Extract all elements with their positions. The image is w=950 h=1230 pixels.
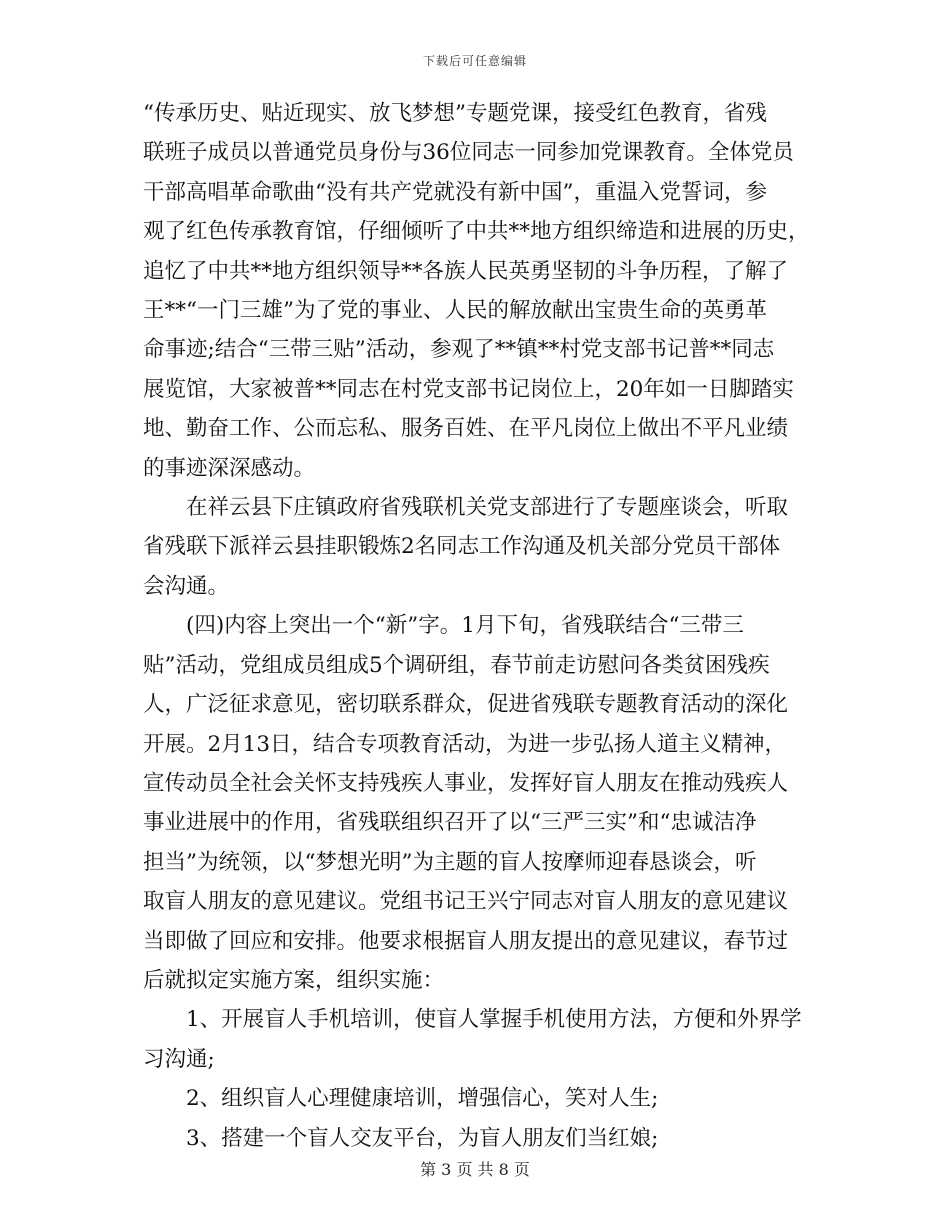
text-line: (四)内容上突出一个“新”字。1月下旬，省残联结合“三带三 (143, 613, 744, 639)
text-line: 省残联下派祥云县挂职锻炼2名同志工作沟通及机关部分党员干部体 (143, 534, 781, 560)
text-line: 联班子成员以普通党员身份与36位同志一同参加党课教育。全体党员 (143, 140, 794, 166)
text-line: 的事迹深深感动。 (143, 455, 316, 481)
text-line: 人，广泛征求意见，密切联系群众，促进省残联专题教育活动的深化 (143, 692, 789, 718)
text-line: 干部高唱革命歌曲“没有共产党就没有新中国”，重温入党誓词，参 (143, 179, 767, 205)
text-line: 当即做了回应和安排。他要求根据盲人朋友提出的意见建议，春节过 (143, 928, 789, 954)
text-line: 在祥云县下庄镇政府省残联机关党支部进行了专题座谈会，听取 (143, 495, 789, 521)
text-line: 会沟通。 (143, 573, 230, 599)
text-line: 开展。2月13日，结合专项教育活动，为进一步弘扬人道主义精神， (143, 731, 787, 757)
text-line: 2、组织盲人心理健康培训，增强信心，笑对人生; (143, 1086, 659, 1112)
text-line: 观了红色传承教育馆，仔细倾听了中共**地方组织缔造和进展的历史， (143, 219, 810, 245)
text-line: 追忆了中共**地方组织领导**各族人民英勇坚韧的斗争历程，了解了 (143, 258, 789, 284)
text-line: 地、勤奋工作、公而忘私、服务百姓、在平凡岗位上做出不平凡业绩 (143, 416, 789, 442)
text-line: 命事迹;结合“三带三贴”活动，参观了**镇**村党支部书记普**同志 (143, 337, 775, 363)
text-line: 后就拟定实施方案，组织实施： (143, 967, 445, 993)
text-line: 习沟通; (143, 1046, 215, 1072)
text-line: 1、开展盲人手机培训，使盲人掌握手机使用方法，方便和外界学 (143, 1007, 802, 1033)
page-number-footer: 第 3 页 共 8 页 (420, 1160, 530, 1179)
page-header-note: 下载后可任意编辑 (422, 54, 527, 68)
text-line: 取盲人朋友的意见建议。党组书记王兴宁同志对盲人朋友的意见建议 (143, 889, 789, 915)
text-line: 王**“一门三雄”为了党的事业、人民的解放献出宝贵生命的英勇革 (143, 298, 767, 324)
text-line: 贴”活动，党组成员组成5个调研组，春节前走访慰问各类贫困残疾 (143, 652, 770, 678)
text-line: 事业进展中的作用，省残联组织召开了以“三严三实”和“忠诚洁净 (143, 810, 757, 836)
text-line: 3、搭建一个盲人交友平台，为盲人朋友们当红娘; (143, 1125, 659, 1151)
text-line: 展览馆，大家被普**同志在村党支部书记岗位上，20年如一日脚踏实 (143, 376, 794, 402)
document-body (143, 94, 813, 1158)
text-line: “传承历史、贴近现实、放飞梦想”专题党课，接受红色教育，省残 (143, 101, 767, 126)
text-line: 宣传动员全社会关怀支持残疾人事业，发挥好盲人朋友在推动残疾人 (143, 770, 789, 796)
text-line: 担当”为统领，以“梦想光明”为主题的盲人按摩师迎春恳谈会，听 (143, 849, 757, 875)
